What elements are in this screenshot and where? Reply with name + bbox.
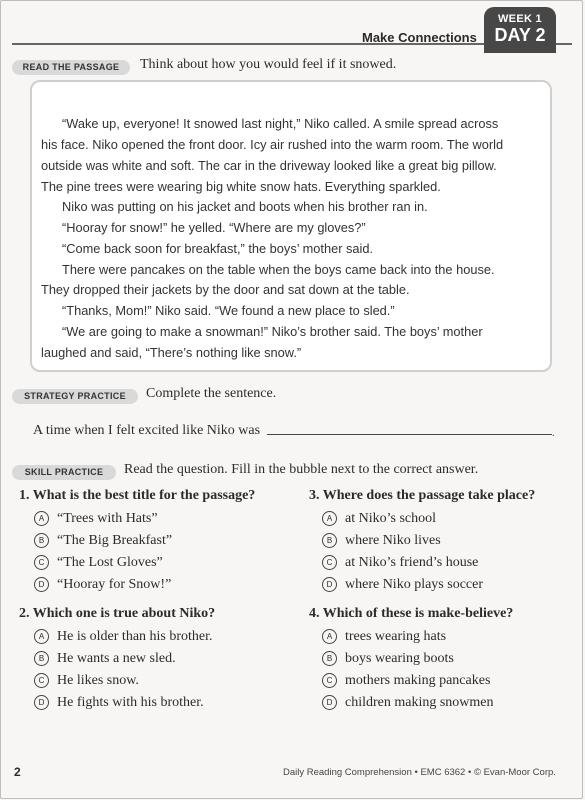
option-text: “Trees with Hats”	[57, 511, 158, 526]
answer-option[interactable]	[322, 533, 441, 549]
footer-credit: Daily Reading Comprehension • EMC 6362 • © Evan-Moor Corp.	[283, 767, 556, 778]
answer-option[interactable]	[34, 533, 172, 549]
page-title: Make Connections	[362, 30, 477, 45]
answer-option[interactable]	[34, 577, 171, 593]
sentence-prompt: A time when I felt excited like Niko was	[33, 423, 261, 438]
option-text: at Niko’s friend’s house	[345, 555, 479, 570]
passage-line: The pine trees were wearing big white snow hats. Everything sparkled.	[41, 179, 441, 194]
passage-line: “Come back soon for breakfast,” the boys’ mother said.	[62, 241, 374, 256]
answer-option[interactable]	[322, 651, 454, 667]
answer-bubble[interactable]: A	[34, 629, 49, 644]
answer-bubble[interactable]: C	[322, 673, 337, 688]
answer-bubble[interactable]: B	[322, 651, 337, 666]
skill-practice-label: SKILL PRACTICE	[12, 465, 116, 480]
answer-option[interactable]	[322, 629, 446, 645]
answer-bubble[interactable]: C	[34, 673, 49, 688]
option-text: He fights with his brother.	[57, 695, 204, 710]
answer-bubble[interactable]: B	[322, 533, 337, 548]
answer-period: .	[552, 428, 555, 439]
answer-option[interactable]	[34, 511, 158, 527]
skill-practice-instruction: Read the question. Fill in the bubble next to the correct answer.	[124, 462, 479, 477]
answer-option[interactable]	[34, 673, 139, 689]
option-text: He wants a new sled.	[57, 651, 176, 666]
answer-bubble[interactable]: A	[322, 511, 337, 526]
passage-line: There were pancakes on the table when the boys came back into the house.	[62, 262, 495, 277]
passage-line: They dropped their jackets by the door and sat down at the table.	[41, 282, 410, 297]
answer-bubble[interactable]: A	[322, 629, 337, 644]
passage-line: his face. Niko opened the front door. Icy air rushed into the warm room. The world	[41, 137, 504, 152]
answer-option[interactable]	[322, 511, 436, 527]
answer-bubble[interactable]: D	[34, 577, 49, 592]
question-2: 2. Which one is true about Niko?	[19, 606, 216, 621]
passage-line: outside was white and soft. The car in the driveway looked like a great big pillow.	[41, 158, 497, 173]
answer-option[interactable]	[322, 577, 483, 593]
page-number: 2	[14, 765, 21, 779]
passage-line: Niko was putting on his jacket and boots when his brother ran in.	[62, 199, 428, 214]
option-text: He likes snow.	[57, 673, 139, 688]
passage-box	[30, 80, 552, 372]
answer-option[interactable]	[322, 673, 490, 689]
answer-bubble[interactable]: C	[322, 555, 337, 570]
option-text: trees wearing hats	[345, 629, 447, 644]
answer-option[interactable]	[322, 555, 478, 571]
answer-option[interactable]	[34, 651, 176, 667]
answer-bubble[interactable]: B	[34, 651, 49, 666]
option-text: boys wearing boots	[345, 651, 454, 666]
answer-option[interactable]	[34, 629, 213, 645]
passage-line: “Thanks, Mom!” Niko said. “We found a new place to sled.”	[62, 303, 395, 318]
week-label: WEEK 1	[498, 13, 542, 25]
answer-bubble[interactable]: D	[322, 577, 337, 592]
answer-bubble[interactable]: D	[34, 695, 49, 710]
passage-line: “Hooray for snow!” he yelled. “Where are my gloves?”	[62, 220, 366, 235]
strategy-practice-instruction: Complete the sentence.	[146, 386, 277, 401]
answer-bubble[interactable]: B	[34, 533, 49, 548]
passage-line: laughed and said, “There’s nothing like snow.”	[41, 345, 302, 360]
option-text: mothers making pancakes	[345, 673, 491, 688]
question-4: 4. Which of these is make-believe?	[309, 606, 514, 621]
answer-bubble[interactable]: C	[34, 555, 49, 570]
strategy-practice-label: STRATEGY PRACTICE	[12, 389, 138, 404]
answer-bubble[interactable]: A	[34, 511, 49, 526]
question-3: 3. Where does the passage take place?	[309, 488, 536, 503]
day-label: DAY 2	[494, 25, 546, 45]
passage-line: “We are going to make a snowman!” Niko’s brother said. The boys’ mother	[62, 324, 483, 339]
option-text: where Niko plays soccer	[345, 577, 484, 592]
option-text: where Niko lives	[345, 533, 441, 548]
option-text: children making snowmen	[345, 695, 494, 710]
option-text: “The Lost Gloves”	[57, 555, 163, 570]
option-text: “The Big Breakfast”	[57, 533, 173, 548]
question-1: 1. What is the best title for the passage?	[19, 488, 256, 503]
answer-option[interactable]	[322, 695, 494, 711]
read-passage-label: READ THE PASSAGE	[12, 60, 130, 75]
answer-bubble[interactable]: D	[322, 695, 337, 710]
option-text: He is older than his brother.	[57, 629, 213, 644]
week-day-tab	[484, 7, 556, 53]
read-passage-instruction: Think about how you would feel if it snowed.	[140, 57, 397, 72]
option-text: “Hooray for Snow!”	[57, 577, 172, 592]
passage-line: “Wake up, everyone! It snowed last night,” Niko called. A smile spread across	[62, 116, 499, 131]
answer-option[interactable]	[34, 555, 163, 571]
answer-line[interactable]	[267, 434, 552, 435]
option-text: at Niko’s school	[345, 511, 436, 526]
answer-option[interactable]	[34, 695, 204, 711]
